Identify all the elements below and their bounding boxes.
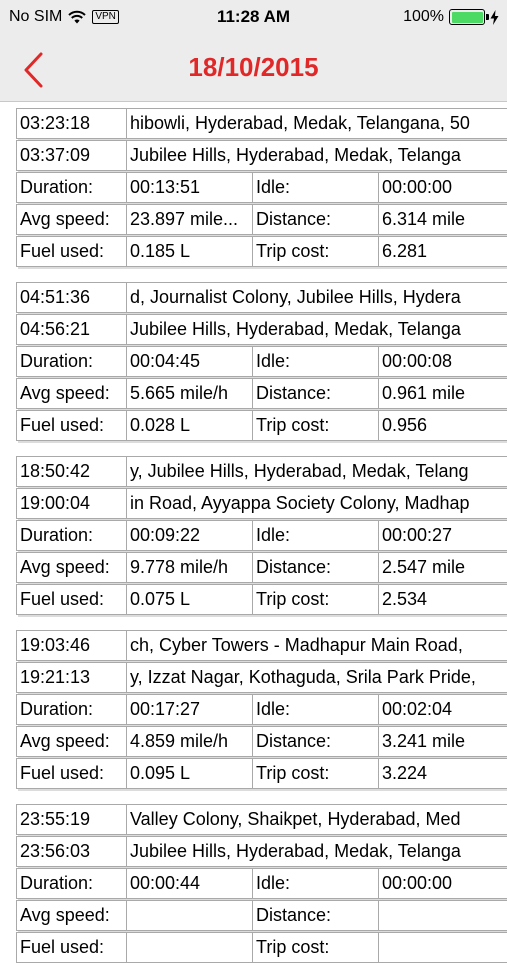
trip-cost-label: Trip cost: bbox=[252, 236, 379, 267]
battery-icon bbox=[449, 9, 485, 25]
idle-value: 00:00:00 bbox=[378, 172, 507, 203]
trip-duration-row bbox=[16, 868, 507, 899]
start-address: hibowli, Hyderabad, Medak, Telangana, 50 bbox=[126, 108, 507, 139]
trip-cost-label: Trip cost: bbox=[252, 584, 379, 615]
trip-start-row bbox=[16, 108, 507, 139]
trip-cost-value: 0.956 bbox=[378, 410, 507, 441]
start-address: ch, Cyber Towers - Madhapur Main Road, bbox=[126, 630, 507, 661]
trip-start-row bbox=[16, 804, 507, 835]
start-address: Valley Colony, Shaikpet, Hyderabad, Med bbox=[126, 804, 507, 835]
trip-fuel-row bbox=[16, 758, 507, 789]
distance-label: Distance: bbox=[252, 204, 379, 235]
fuel-used-label: Fuel used: bbox=[16, 932, 127, 963]
trip-cost-label: Trip cost: bbox=[252, 932, 379, 963]
status-right bbox=[403, 8, 499, 26]
distance-label: Distance: bbox=[252, 900, 379, 931]
start-time: 18:50:42 bbox=[16, 456, 127, 487]
trip-end-row bbox=[16, 662, 507, 693]
trip-duration-row bbox=[16, 172, 507, 203]
distance-value: 6.314 mile bbox=[378, 204, 507, 235]
fuel-used-value: 0.075 L bbox=[126, 584, 253, 615]
avg-speed-value bbox=[126, 900, 253, 931]
trip-cost-value: 3.224 bbox=[378, 758, 507, 789]
status-bar bbox=[0, 0, 507, 34]
end-time: 23:56:03 bbox=[16, 836, 127, 867]
trip-duration-row bbox=[16, 346, 507, 377]
trip-list[interactable] bbox=[0, 102, 507, 957]
avg-speed-label: Avg speed: bbox=[16, 378, 127, 409]
fuel-used-value: 0.028 L bbox=[126, 410, 253, 441]
distance-value: 0.961 mile bbox=[378, 378, 507, 409]
end-address: in Road, Ayyappa Society Colony, Madhap bbox=[126, 488, 507, 519]
duration-label: Duration: bbox=[16, 520, 127, 551]
trip-speed-row bbox=[16, 378, 507, 409]
battery-percent: 100% bbox=[403, 8, 444, 25]
duration-label: Duration: bbox=[16, 172, 127, 203]
fuel-used-value: 0.095 L bbox=[126, 758, 253, 789]
start-time: 19:03:46 bbox=[16, 630, 127, 661]
trip-fuel-row bbox=[16, 410, 507, 441]
avg-speed-value: 23.897 mile... bbox=[126, 204, 253, 235]
idle-value: 00:00:00 bbox=[378, 868, 507, 899]
trip-fuel-row bbox=[16, 932, 507, 963]
end-time: 04:56:21 bbox=[16, 314, 127, 345]
trip-start-row bbox=[16, 456, 507, 487]
duration-value: 00:04:45 bbox=[126, 346, 253, 377]
duration-value: 00:00:44 bbox=[126, 868, 253, 899]
trip-end-row bbox=[16, 314, 507, 345]
distance-label: Distance: bbox=[252, 378, 379, 409]
fuel-used-label: Fuel used: bbox=[16, 410, 127, 441]
fuel-used-value: 0.185 L bbox=[126, 236, 253, 267]
end-address: y, Izzat Nagar, Kothaguda, Srila Park Pride, bbox=[126, 662, 507, 693]
idle-label: Idle: bbox=[252, 868, 379, 899]
trip-speed-row bbox=[16, 204, 507, 235]
navigation-bar bbox=[0, 34, 507, 102]
trip-speed-row bbox=[16, 552, 507, 583]
vpn-badge: VPN bbox=[92, 10, 119, 24]
duration-label: Duration: bbox=[16, 694, 127, 725]
start-address: d, Journalist Colony, Jubilee Hills, Hydera bbox=[126, 282, 507, 313]
avg-speed-value: 5.665 mile/h bbox=[126, 378, 253, 409]
fuel-used-label: Fuel used: bbox=[16, 584, 127, 615]
avg-speed-value: 9.778 mile/h bbox=[126, 552, 253, 583]
page-title: 18/10/2015 bbox=[188, 52, 319, 82]
battery-cap bbox=[486, 14, 489, 20]
idle-value: 00:00:27 bbox=[378, 520, 507, 551]
trip-fuel-row bbox=[16, 236, 507, 267]
trip-fuel-row bbox=[16, 584, 507, 615]
avg-speed-label: Avg speed: bbox=[16, 552, 127, 583]
end-time: 19:21:13 bbox=[16, 662, 127, 693]
end-time: 19:00:04 bbox=[16, 488, 127, 519]
trip-cost-value bbox=[378, 932, 507, 963]
carrier-label: No SIM bbox=[9, 8, 63, 25]
trip-start-row bbox=[16, 630, 507, 661]
idle-label: Idle: bbox=[252, 520, 379, 551]
fuel-used-label: Fuel used: bbox=[16, 236, 127, 267]
distance-label: Distance: bbox=[252, 726, 379, 757]
trip-cost-label: Trip cost: bbox=[252, 758, 379, 789]
trip-duration-row bbox=[16, 520, 507, 551]
trip-cost-value: 6.281 bbox=[378, 236, 507, 267]
distance-value bbox=[378, 900, 507, 931]
avg-speed-label: Avg speed: bbox=[16, 900, 127, 931]
idle-value: 00:02:04 bbox=[378, 694, 507, 725]
start-time: 03:23:18 bbox=[16, 108, 127, 139]
distance-value: 3.241 mile bbox=[378, 726, 507, 757]
charging-bolt-icon bbox=[490, 10, 499, 25]
idle-label: Idle: bbox=[252, 694, 379, 725]
duration-label: Duration: bbox=[16, 868, 127, 899]
avg-speed-value: 4.859 mile/h bbox=[126, 726, 253, 757]
end-address: Jubilee Hills, Hyderabad, Medak, Telanga bbox=[126, 314, 507, 345]
distance-label: Distance: bbox=[252, 552, 379, 583]
fuel-used-value bbox=[126, 932, 253, 963]
battery-level bbox=[452, 12, 483, 23]
idle-label: Idle: bbox=[252, 172, 379, 203]
distance-value: 2.547 mile bbox=[378, 552, 507, 583]
fuel-used-label: Fuel used: bbox=[16, 758, 127, 789]
trip-end-row bbox=[16, 140, 507, 171]
trip-end-row bbox=[16, 836, 507, 867]
trip-end-row bbox=[16, 488, 507, 519]
start-address: y, Jubilee Hills, Hyderabad, Medak, Telang bbox=[126, 456, 507, 487]
status-time: 11:28 AM bbox=[216, 7, 291, 26]
trip-start-row bbox=[16, 282, 507, 313]
duration-value: 00:09:22 bbox=[126, 520, 253, 551]
avg-speed-label: Avg speed: bbox=[16, 726, 127, 757]
trip-speed-row bbox=[16, 726, 507, 757]
idle-label: Idle: bbox=[252, 346, 379, 377]
start-time: 04:51:36 bbox=[16, 282, 127, 313]
trip-speed-row bbox=[16, 900, 507, 931]
end-time: 03:37:09 bbox=[16, 140, 127, 171]
duration-label: Duration: bbox=[16, 346, 127, 377]
duration-value: 00:13:51 bbox=[126, 172, 253, 203]
end-address: Jubilee Hills, Hyderabad, Medak, Telanga bbox=[126, 140, 507, 171]
trip-cost-value: 2.534 bbox=[378, 584, 507, 615]
trip-duration-row bbox=[16, 694, 507, 725]
avg-speed-label: Avg speed: bbox=[16, 204, 127, 235]
duration-value: 00:17:27 bbox=[126, 694, 253, 725]
start-time: 23:55:19 bbox=[16, 804, 127, 835]
trip-cost-label: Trip cost: bbox=[252, 410, 379, 441]
idle-value: 00:00:08 bbox=[378, 346, 507, 377]
end-address: Jubilee Hills, Hyderabad, Medak, Telanga bbox=[126, 836, 507, 867]
